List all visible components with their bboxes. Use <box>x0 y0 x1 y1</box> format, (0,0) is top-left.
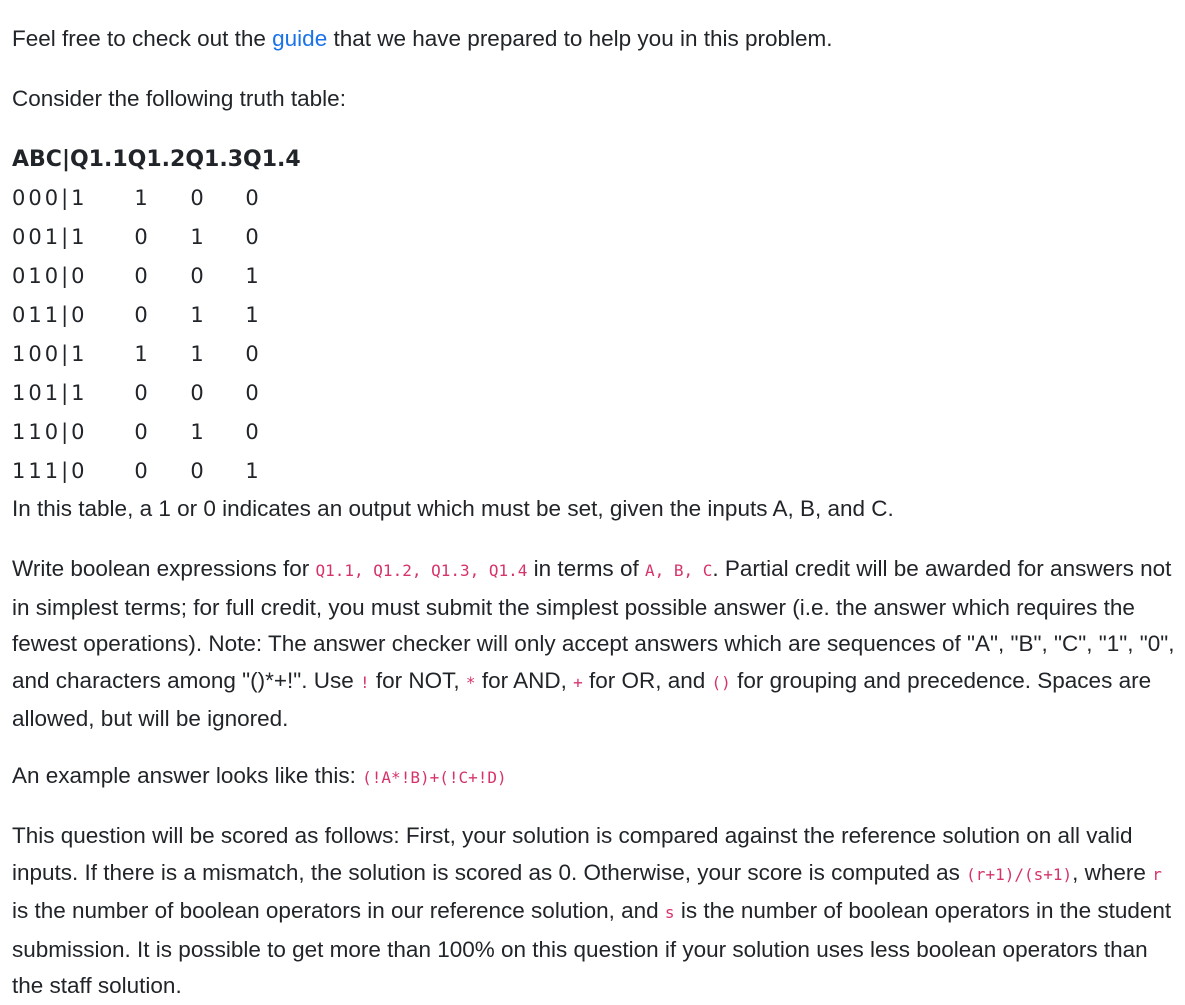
row-q1-3: 0 <box>190 264 204 288</box>
not-operator-code: ! <box>360 672 370 692</box>
row-q1-2: 1 <box>134 342 148 366</box>
outputs-code: Q1.1, Q1.2, Q1.3, Q1.4 <box>315 561 528 580</box>
scoring-text: is the number of boolean operators in the student submission. It is possible to get more than 100% on this question if your solution uses less boolean operators than the staff solution. <box>12 898 1172 998</box>
row-q1-4: 0 <box>245 420 259 444</box>
row-q1-2: 1 <box>134 186 148 210</box>
score-formula-code: (r+1)/(s+1) <box>966 864 1073 884</box>
row-q1-4: 0 <box>245 381 259 405</box>
row-q1-2: 0 <box>134 264 148 288</box>
row-q1-4: 0 <box>245 225 259 249</box>
row-inputs: 110|0 <box>12 420 88 444</box>
instructions-text: for AND, <box>475 667 574 693</box>
s-variable-code: s <box>664 903 675 922</box>
row-q1-2: 0 <box>134 420 148 444</box>
scoring-paragraph <box>12 818 1177 1005</box>
instructions-text: in terms of <box>527 556 645 581</box>
row-q1-3: 1 <box>190 342 204 366</box>
row-q1-3: 1 <box>190 303 204 327</box>
row-q1-3: 0 <box>190 459 204 483</box>
row-inputs: 111|0 <box>12 459 88 483</box>
instructions-text: for NOT, <box>369 667 466 693</box>
intro-paragraph <box>12 21 1177 58</box>
example-paragraph <box>12 758 1177 797</box>
row-q1-2: 0 <box>134 303 148 327</box>
grouping-code: () <box>711 672 731 692</box>
truth-table-header: ABC|Q1.1Q1.2Q1.3Q1.4 <box>12 147 301 172</box>
example-answer-code: (!A*!B)+(!C+!D) <box>362 768 507 787</box>
r-variable-code: r <box>1152 864 1162 884</box>
and-operator-code: * <box>465 672 476 692</box>
intro-text-after: that we have prepared to help you in this problem. <box>327 26 833 51</box>
row-q1-3: 0 <box>190 381 204 405</box>
row-inputs: 001|1 <box>12 225 88 249</box>
row-q1-4: 1 <box>245 303 259 327</box>
row-q1-3: 1 <box>190 225 204 249</box>
intro-text-before: Feel free to check out the <box>12 26 273 51</box>
instructions-text: for OR, and <box>582 667 712 693</box>
scoring-text: is the number of boolean operators in our reference solution, and <box>12 898 665 923</box>
row-inputs: 101|1 <box>12 381 88 405</box>
instructions-text: Write boolean expressions for <box>12 556 316 581</box>
row-q1-3: 1 <box>190 420 204 444</box>
row-inputs: 100|1 <box>12 342 88 366</box>
row-q1-2: 0 <box>134 225 148 249</box>
inputs-code: A, B, C <box>644 561 713 580</box>
instructions-text: . Partial credit will be awarded for answers not in simplest terms; for full credit, you must submit the simplest possible answer (i.e. the answer which requires the fewest operations). Note: The answer checker will only accept answers which are sequences of "A", "B", "C", "1", "0", and characters among "()*+!". Use <box>12 556 1175 693</box>
row-q1-2: 0 <box>134 381 148 405</box>
row-inputs: 010|0 <box>12 264 88 288</box>
or-operator-code: + <box>573 672 583 692</box>
row-inputs: 011|0 <box>12 303 88 327</box>
row-q1-2: 0 <box>134 459 148 483</box>
table-note: In this table, a 1 or 0 indicates an output which must be set, given the inputs A, B, and C. <box>12 496 894 521</box>
row-q1-4: 1 <box>245 264 259 288</box>
guide-link[interactable]: guide <box>272 26 328 51</box>
example-text: An example answer looks like this: <box>12 763 363 788</box>
row-q1-4: 0 <box>245 186 259 210</box>
row-q1-4: 0 <box>245 342 259 366</box>
instructions-text: for grouping and precedence. Spaces are allowed, but will be ignored. <box>12 667 1152 731</box>
row-q1-4: 1 <box>245 459 259 483</box>
scoring-text: This question will be scored as follows: First, your solution is compared against the reference solution on all valid inputs. If there is a mismatch, the solution is scored as 0. Otherwise, your score is computed as <box>12 823 1133 885</box>
instructions-paragraph <box>12 551 1177 738</box>
row-q1-3: 0 <box>190 186 204 210</box>
consider-text: Consider the following truth table: <box>12 86 346 111</box>
scoring-text: , where <box>1072 859 1153 885</box>
row-inputs: 000|1 <box>12 186 88 210</box>
